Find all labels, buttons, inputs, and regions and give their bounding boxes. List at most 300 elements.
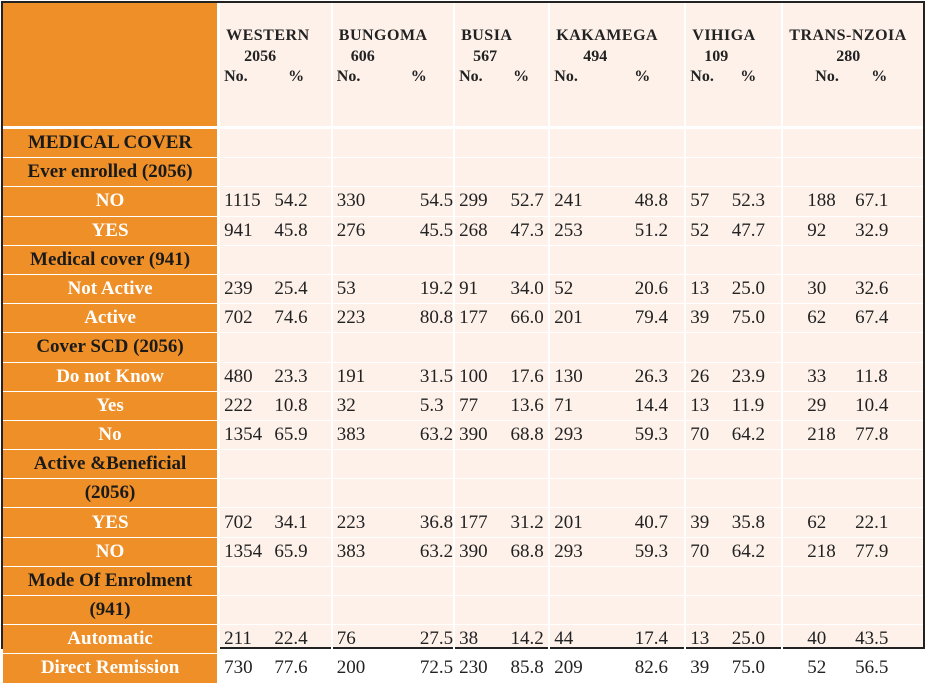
count-cell xyxy=(454,566,506,595)
count-cell xyxy=(219,333,271,362)
region-count: 567 xyxy=(473,48,498,65)
count-cell: 293 xyxy=(549,420,604,449)
section-row xyxy=(3,596,923,625)
percent-cell: 11.8 xyxy=(851,362,923,391)
count-cell xyxy=(549,158,604,187)
count-cell xyxy=(782,479,851,508)
table-row xyxy=(3,216,923,245)
percent-cell: 59.3 xyxy=(605,537,686,566)
region-name: TRANS-NZOIA xyxy=(789,27,907,44)
percent-cell: 67.4 xyxy=(851,304,923,333)
count-cell: 70 xyxy=(685,420,727,449)
section-row xyxy=(3,158,923,187)
percent-cell xyxy=(506,566,549,595)
col-no-label: No. xyxy=(336,68,361,85)
count-cell xyxy=(454,596,506,625)
table-row xyxy=(3,304,923,333)
table-row xyxy=(3,187,923,216)
percent-cell xyxy=(270,158,331,187)
percent-cell xyxy=(390,479,454,508)
col-pct-label: % xyxy=(871,68,888,85)
percent-cell xyxy=(851,128,923,158)
percent-cell xyxy=(270,450,331,479)
percent-cell xyxy=(270,566,331,595)
count-cell: 57 xyxy=(685,187,727,216)
count-cell: 211 xyxy=(219,625,271,654)
percent-cell xyxy=(506,128,549,158)
percent-cell: 27.5 xyxy=(390,625,454,654)
count-cell: 702 xyxy=(219,304,271,333)
percent-cell: 13.6 xyxy=(506,391,549,420)
percent-cell: 25.0 xyxy=(728,625,783,654)
count-cell xyxy=(332,128,390,158)
count-cell: 239 xyxy=(219,274,271,303)
percent-cell: 14.4 xyxy=(605,391,686,420)
percent-cell xyxy=(605,450,686,479)
percent-cell: 54.2 xyxy=(270,187,331,216)
percent-cell: 35.8 xyxy=(728,508,783,537)
count-cell: 44 xyxy=(549,625,604,654)
count-cell: 241 xyxy=(549,187,604,216)
row-label: Automatic xyxy=(3,625,219,654)
percent-cell: 67.1 xyxy=(851,187,923,216)
count-cell xyxy=(782,596,851,625)
section-label: (941) xyxy=(3,596,219,625)
percent-cell xyxy=(851,596,923,625)
percent-cell: 77.8 xyxy=(851,420,923,449)
percent-cell xyxy=(728,128,783,158)
percent-cell xyxy=(728,450,783,479)
section-row xyxy=(3,245,923,274)
count-cell: 191 xyxy=(332,362,390,391)
row-label: YES xyxy=(3,216,219,245)
percent-cell: 52.3 xyxy=(728,187,783,216)
section-label: Mode Of Enrolment xyxy=(3,566,219,595)
percent-cell xyxy=(390,450,454,479)
row-label: NO xyxy=(3,187,219,216)
count-cell xyxy=(549,450,604,479)
region-count: 606 xyxy=(350,48,375,65)
percent-cell: 68.8 xyxy=(506,420,549,449)
count-cell: 480 xyxy=(219,362,271,391)
table-row xyxy=(3,274,923,303)
percent-cell xyxy=(270,333,331,362)
count-cell xyxy=(219,566,271,595)
percent-cell xyxy=(728,333,783,362)
percent-cell: 19.2 xyxy=(390,274,454,303)
percent-cell: 51.2 xyxy=(605,216,686,245)
count-cell xyxy=(454,158,506,187)
col-no-label: No. xyxy=(690,68,714,85)
percent-cell: 63.2 xyxy=(390,537,454,566)
percent-cell: 14.2 xyxy=(506,625,549,654)
row-label: Do not Know xyxy=(3,362,219,391)
count-cell xyxy=(219,479,271,508)
count-cell: 52 xyxy=(685,216,727,245)
count-cell: 390 xyxy=(454,420,506,449)
col-pct-label: % xyxy=(513,68,530,85)
region-header-kakamega xyxy=(549,3,685,128)
percent-cell xyxy=(506,450,549,479)
table-row xyxy=(3,625,923,654)
percent-cell: 72.5 xyxy=(390,654,454,683)
count-cell: 1354 xyxy=(219,420,271,449)
col-no-label: No. xyxy=(459,68,483,85)
percent-cell: 20.6 xyxy=(605,274,686,303)
percent-cell: 45.8 xyxy=(270,216,331,245)
count-cell: 218 xyxy=(782,537,851,566)
percent-cell: 25.0 xyxy=(728,274,783,303)
table-row xyxy=(3,362,923,391)
percent-cell: 32.6 xyxy=(851,274,923,303)
count-cell: 299 xyxy=(454,187,506,216)
region-count: 109 xyxy=(704,48,729,65)
count-cell: 29 xyxy=(782,391,851,420)
section-label: Active &Beneficial xyxy=(3,450,219,479)
count-cell: 76 xyxy=(332,625,390,654)
percent-cell xyxy=(728,566,783,595)
col-pct-label: % xyxy=(740,68,757,85)
percent-cell xyxy=(390,245,454,274)
count-cell: 30 xyxy=(782,274,851,303)
percent-cell: 65.9 xyxy=(270,420,331,449)
count-cell: 13 xyxy=(685,274,727,303)
percent-cell xyxy=(851,158,923,187)
percent-cell xyxy=(605,245,686,274)
percent-cell xyxy=(270,245,331,274)
percent-cell xyxy=(851,245,923,274)
count-cell xyxy=(454,479,506,508)
region-name: BUNGOMA xyxy=(338,27,428,44)
count-cell: 230 xyxy=(454,654,506,683)
percent-cell xyxy=(851,450,923,479)
count-cell: 53 xyxy=(332,274,390,303)
count-cell: 91 xyxy=(454,274,506,303)
count-cell xyxy=(782,566,851,595)
count-cell: 177 xyxy=(454,508,506,537)
percent-cell: 63.2 xyxy=(390,420,454,449)
count-cell: 201 xyxy=(549,508,604,537)
count-cell: 38 xyxy=(454,625,506,654)
region-count: 494 xyxy=(583,48,608,65)
header-row xyxy=(3,3,923,128)
percent-cell: 43.5 xyxy=(851,625,923,654)
count-cell xyxy=(332,158,390,187)
col-pct-label: % xyxy=(634,68,651,85)
percent-cell xyxy=(728,245,783,274)
section-row xyxy=(3,566,923,595)
count-cell: 730 xyxy=(219,654,271,683)
percent-cell: 54.5 xyxy=(390,187,454,216)
percent-cell xyxy=(728,158,783,187)
count-cell xyxy=(454,245,506,274)
section-label: (2056) xyxy=(3,479,219,508)
count-cell xyxy=(454,128,506,158)
percent-cell: 68.8 xyxy=(506,537,549,566)
count-cell: 32 xyxy=(332,391,390,420)
percent-cell: 34.1 xyxy=(270,508,331,537)
count-cell xyxy=(685,566,727,595)
row-label: No xyxy=(3,420,219,449)
count-cell xyxy=(782,158,851,187)
percent-cell: 45.5 xyxy=(390,216,454,245)
section-row xyxy=(3,450,923,479)
region-count: 2056 xyxy=(244,48,277,65)
count-cell: 383 xyxy=(332,420,390,449)
count-cell: 941 xyxy=(219,216,271,245)
percent-cell: 64.2 xyxy=(728,537,783,566)
col-no-label: No. xyxy=(554,68,578,85)
count-cell: 62 xyxy=(782,508,851,537)
percent-cell xyxy=(390,596,454,625)
region-name: VIHIGA xyxy=(692,27,756,44)
count-cell: 702 xyxy=(219,508,271,537)
percent-cell: 11.9 xyxy=(728,391,783,420)
count-cell: 223 xyxy=(332,304,390,333)
row-label: Active xyxy=(3,304,219,333)
col-pct-label: % xyxy=(288,68,305,85)
section-row xyxy=(3,333,923,362)
percent-cell: 22.1 xyxy=(851,508,923,537)
row-label: Not Active xyxy=(3,274,219,303)
count-cell xyxy=(782,128,851,158)
section-label: MEDICAL COVER xyxy=(3,128,219,158)
percent-cell xyxy=(605,479,686,508)
percent-cell: 47.7 xyxy=(728,216,783,245)
count-cell xyxy=(685,479,727,508)
col-pct-label: % xyxy=(410,68,427,85)
col-no-label: No. xyxy=(224,68,248,85)
percent-cell: 74.6 xyxy=(270,304,331,333)
percent-cell: 47.3 xyxy=(506,216,549,245)
count-cell: 13 xyxy=(685,391,727,420)
percent-cell xyxy=(506,479,549,508)
count-cell xyxy=(332,566,390,595)
percent-cell xyxy=(605,566,686,595)
percent-cell xyxy=(390,158,454,187)
percent-cell: 82.6 xyxy=(605,654,686,683)
percent-cell xyxy=(390,566,454,595)
table-row xyxy=(3,391,923,420)
table-row xyxy=(3,654,923,683)
percent-cell: 75.0 xyxy=(728,304,783,333)
count-cell: 218 xyxy=(782,420,851,449)
count-cell xyxy=(685,450,727,479)
count-cell: 62 xyxy=(782,304,851,333)
count-cell: 222 xyxy=(219,391,271,420)
percent-cell xyxy=(270,479,331,508)
region-name: WESTERN xyxy=(226,27,310,44)
count-cell: 71 xyxy=(549,391,604,420)
percent-cell: 23.3 xyxy=(270,362,331,391)
percent-cell xyxy=(605,596,686,625)
count-cell xyxy=(685,596,727,625)
percent-cell: 31.5 xyxy=(390,362,454,391)
percent-cell xyxy=(728,596,783,625)
count-cell: 39 xyxy=(685,508,727,537)
count-cell: 188 xyxy=(782,187,851,216)
count-cell: 177 xyxy=(454,304,506,333)
percent-cell xyxy=(605,158,686,187)
count-cell: 293 xyxy=(549,537,604,566)
count-cell: 1354 xyxy=(219,537,271,566)
region-header-busia xyxy=(454,3,549,128)
percent-cell xyxy=(390,333,454,362)
count-cell xyxy=(219,450,271,479)
percent-cell: 23.9 xyxy=(728,362,783,391)
section-row xyxy=(3,128,923,158)
region-header-bungoma xyxy=(332,3,454,128)
section-label: Cover SCD (2056) xyxy=(3,333,219,362)
percent-cell: 75.0 xyxy=(728,654,783,683)
region-header-trans-nzoia xyxy=(782,3,923,128)
percent-cell: 56.5 xyxy=(851,654,923,683)
percent-cell xyxy=(728,479,783,508)
percent-cell xyxy=(506,333,549,362)
header-label-cell xyxy=(3,3,219,128)
percent-cell xyxy=(270,596,331,625)
percent-cell: 79.4 xyxy=(605,304,686,333)
count-cell: 40 xyxy=(782,625,851,654)
count-cell xyxy=(219,245,271,274)
region-header-vihiga xyxy=(685,3,782,128)
count-cell xyxy=(219,128,271,158)
table-row xyxy=(3,537,923,566)
count-cell xyxy=(219,596,271,625)
count-cell xyxy=(685,128,727,158)
medical-cover-table xyxy=(3,3,923,684)
count-cell: 39 xyxy=(685,654,727,683)
percent-cell: 64.2 xyxy=(728,420,783,449)
section-label: Medical cover (941) xyxy=(3,245,219,274)
row-label: YES xyxy=(3,508,219,537)
count-cell xyxy=(549,245,604,274)
count-cell xyxy=(549,596,604,625)
percent-cell: 77.6 xyxy=(270,654,331,683)
percent-cell: 34.0 xyxy=(506,274,549,303)
percent-cell: 77.9 xyxy=(851,537,923,566)
region-name: KAKAMEGA xyxy=(556,27,659,44)
count-cell xyxy=(332,333,390,362)
region-count: 280 xyxy=(836,48,861,65)
col-no-label: No. xyxy=(815,68,839,85)
count-cell: 130 xyxy=(549,362,604,391)
percent-cell: 31.2 xyxy=(506,508,549,537)
count-cell: 92 xyxy=(782,216,851,245)
count-cell: 13 xyxy=(685,625,727,654)
count-cell xyxy=(454,333,506,362)
count-cell: 52 xyxy=(782,654,851,683)
count-cell xyxy=(332,245,390,274)
count-cell: 26 xyxy=(685,362,727,391)
percent-cell xyxy=(851,566,923,595)
section-row xyxy=(3,479,923,508)
count-cell: 70 xyxy=(685,537,727,566)
table-body xyxy=(3,3,923,683)
percent-cell xyxy=(506,596,549,625)
count-cell xyxy=(685,333,727,362)
count-cell xyxy=(332,450,390,479)
percent-cell xyxy=(605,333,686,362)
count-cell: 268 xyxy=(454,216,506,245)
percent-cell xyxy=(270,128,331,158)
table-row xyxy=(3,420,923,449)
percent-cell xyxy=(390,128,454,158)
count-cell xyxy=(332,596,390,625)
percent-cell: 59.3 xyxy=(605,420,686,449)
count-cell: 201 xyxy=(549,304,604,333)
percent-cell: 52.7 xyxy=(506,187,549,216)
percent-cell: 80.8 xyxy=(390,304,454,333)
count-cell: 390 xyxy=(454,537,506,566)
count-cell xyxy=(219,158,271,187)
count-cell xyxy=(685,245,727,274)
count-cell xyxy=(549,333,604,362)
count-cell: 223 xyxy=(332,508,390,537)
percent-cell xyxy=(605,128,686,158)
percent-cell xyxy=(506,158,549,187)
region-header-western xyxy=(219,3,332,128)
count-cell: 330 xyxy=(332,187,390,216)
count-cell: 52 xyxy=(549,274,604,303)
percent-cell: 17.6 xyxy=(506,362,549,391)
count-cell xyxy=(332,479,390,508)
count-cell xyxy=(782,450,851,479)
percent-cell: 40.7 xyxy=(605,508,686,537)
percent-cell: 48.8 xyxy=(605,187,686,216)
count-cell xyxy=(549,128,604,158)
count-cell xyxy=(685,158,727,187)
percent-cell: 10.4 xyxy=(851,391,923,420)
section-label: Ever enrolled (2056) xyxy=(3,158,219,187)
count-cell: 209 xyxy=(549,654,604,683)
percent-cell: 10.8 xyxy=(270,391,331,420)
count-cell: 383 xyxy=(332,537,390,566)
row-label: Direct Remission xyxy=(3,654,219,683)
percent-cell: 5.3 xyxy=(390,391,454,420)
count-cell xyxy=(549,566,604,595)
count-cell xyxy=(454,450,506,479)
percent-cell: 25.4 xyxy=(270,274,331,303)
count-cell: 77 xyxy=(454,391,506,420)
table-row xyxy=(3,508,923,537)
count-cell xyxy=(549,479,604,508)
percent-cell xyxy=(851,479,923,508)
percent-cell: 17.4 xyxy=(605,625,686,654)
count-cell: 253 xyxy=(549,216,604,245)
percent-cell: 26.3 xyxy=(605,362,686,391)
region-name: BUSIA xyxy=(461,27,513,44)
count-cell: 39 xyxy=(685,304,727,333)
percent-cell: 32.9 xyxy=(851,216,923,245)
count-cell: 276 xyxy=(332,216,390,245)
medical-cover-table-frame xyxy=(1,1,925,679)
count-cell xyxy=(782,245,851,274)
percent-cell xyxy=(506,245,549,274)
percent-cell: 65.9 xyxy=(270,537,331,566)
percent-cell: 66.0 xyxy=(506,304,549,333)
count-cell: 1115 xyxy=(219,187,271,216)
percent-cell: 36.8 xyxy=(390,508,454,537)
count-cell: 200 xyxy=(332,654,390,683)
percent-cell: 85.8 xyxy=(506,654,549,683)
row-label: NO xyxy=(3,537,219,566)
count-cell: 33 xyxy=(782,362,851,391)
count-cell xyxy=(782,333,851,362)
percent-cell xyxy=(851,333,923,362)
count-cell: 100 xyxy=(454,362,506,391)
percent-cell: 22.4 xyxy=(270,625,331,654)
